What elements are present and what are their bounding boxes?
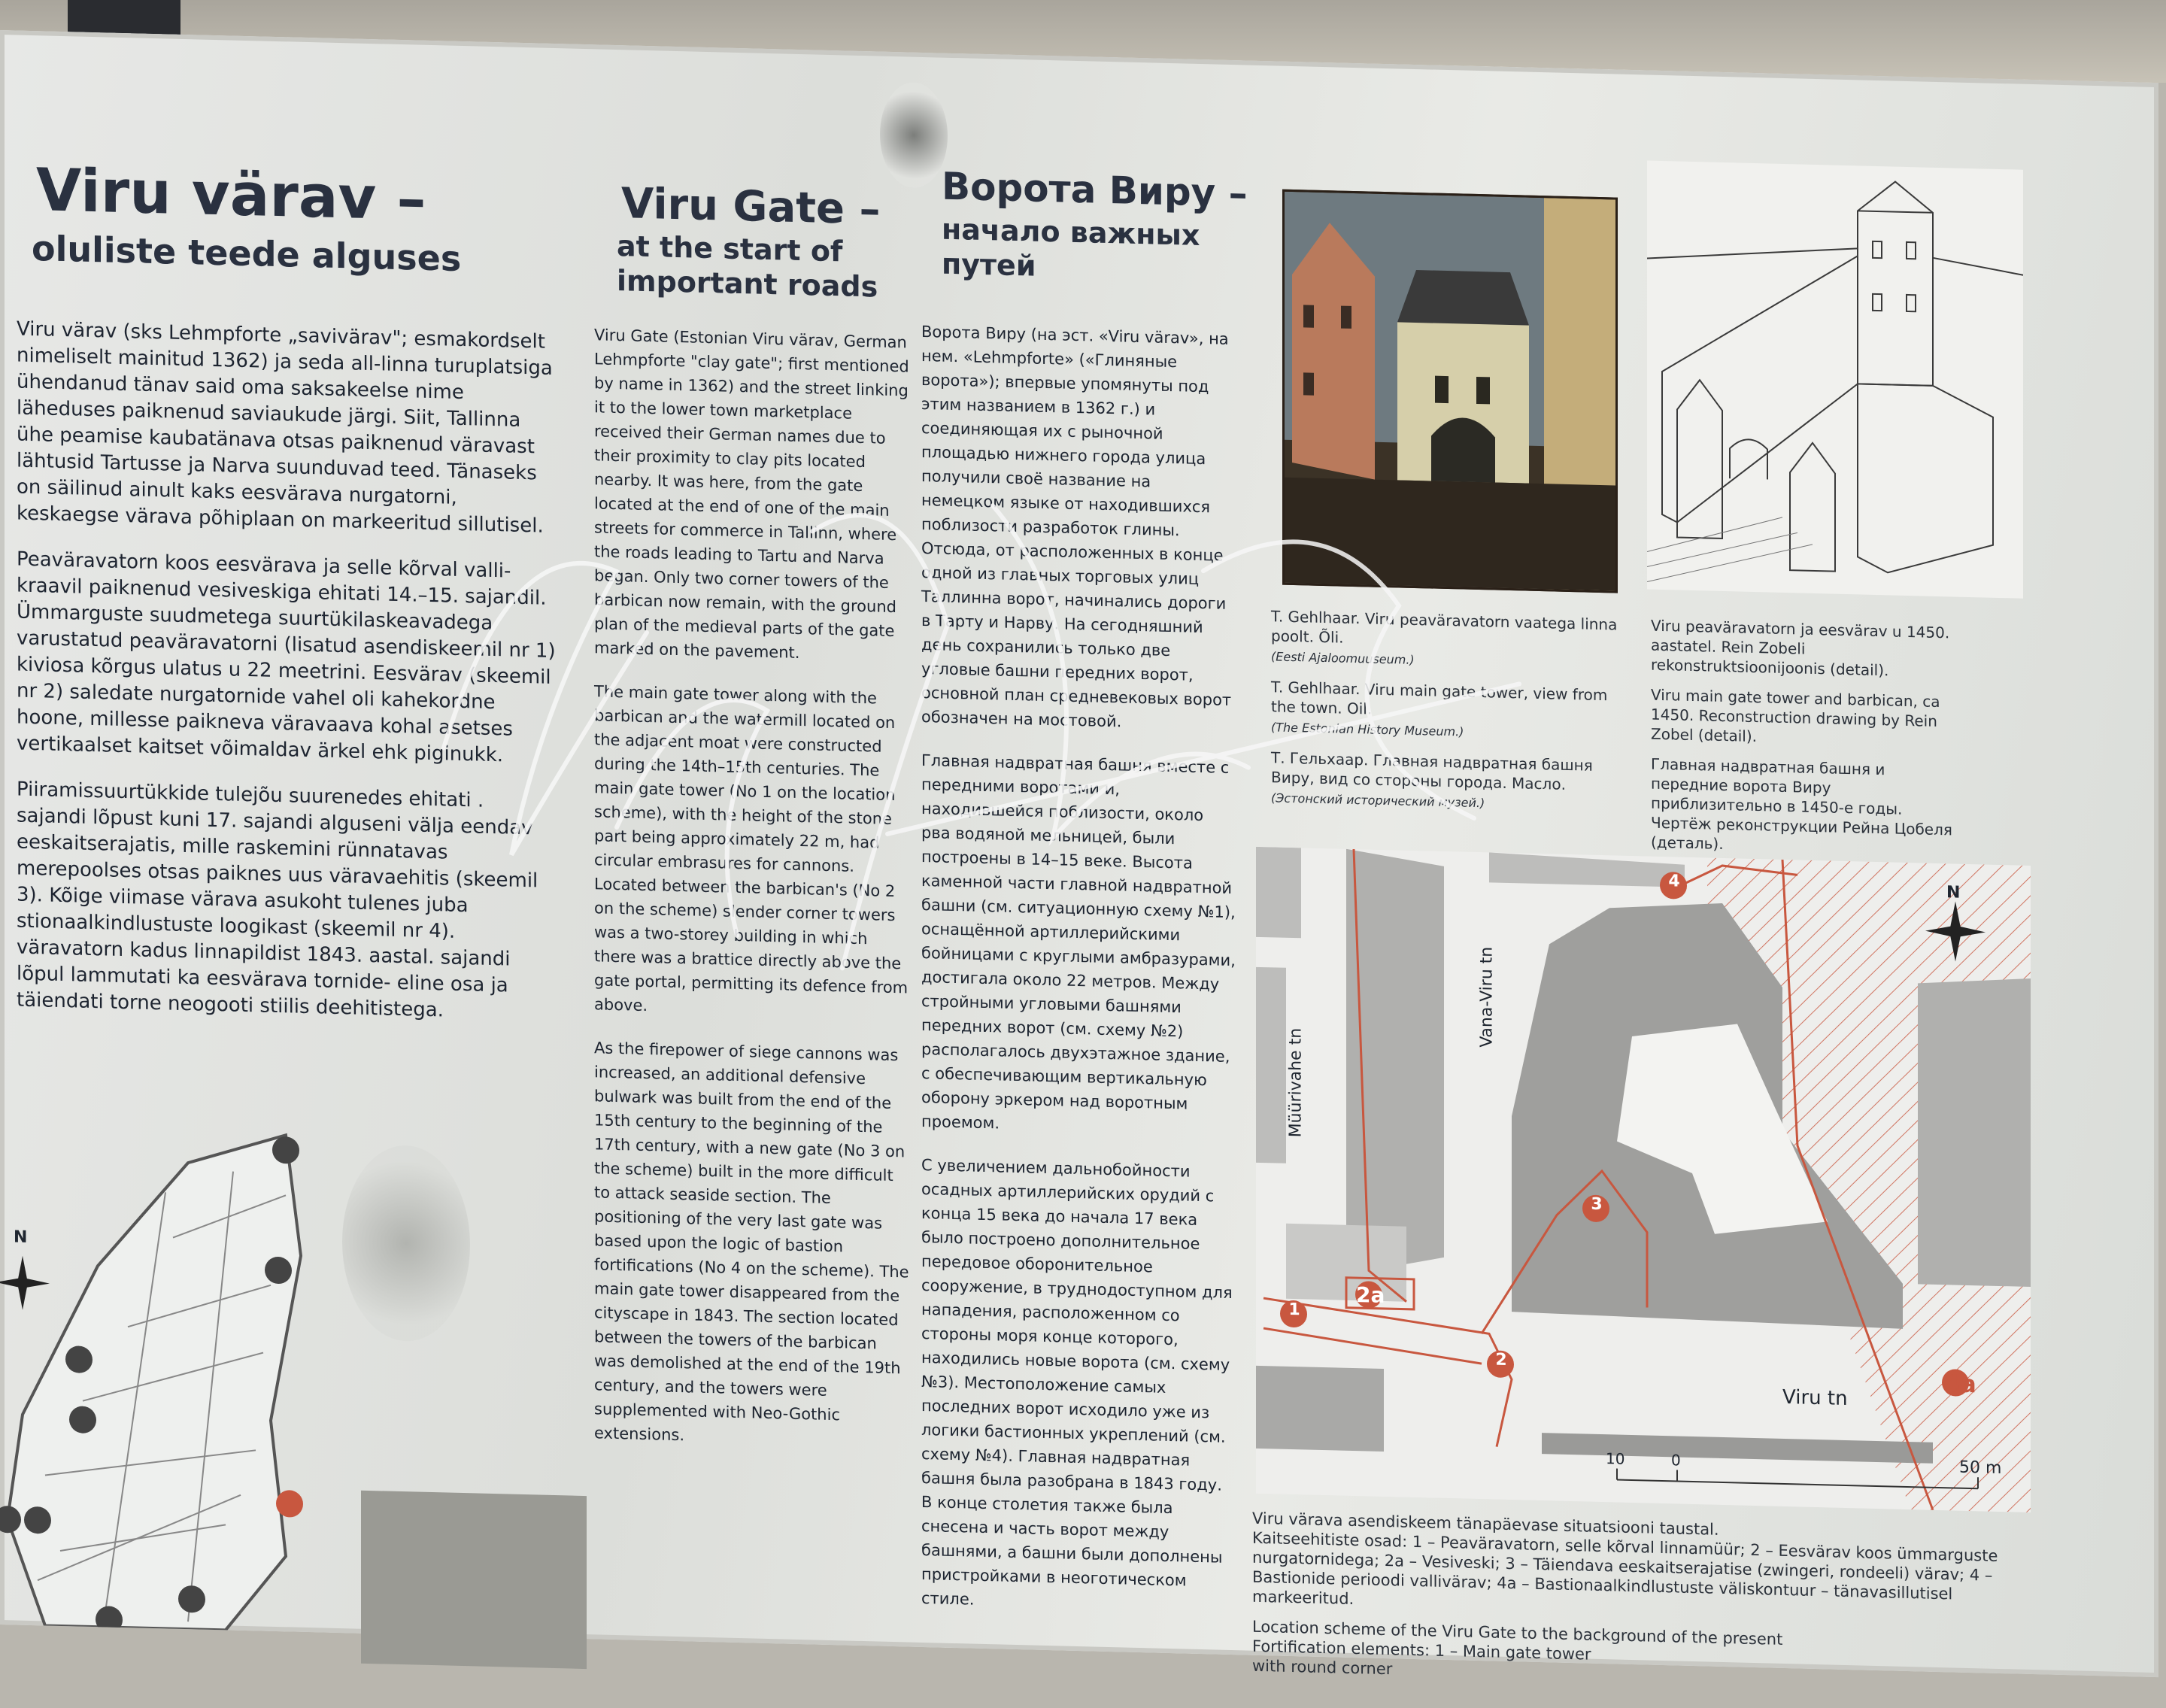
map-marker-3: 3: [1591, 1194, 1603, 1215]
caption-line: Т. Гельхаар. Главная надвратная башня Виру, вид со стороны города. Масло.: [1271, 748, 1593, 793]
street-label-vana-viru: Vana-Viru tn: [1477, 946, 1497, 1048]
map-marker-2a: 2a: [1356, 1282, 1385, 1309]
estonian-paragraph: Piiramissuurtükkide tulejõu suurenedes ehitati . sajandi lõpust kuni 17. sajandi alguseni välja eendav eeskaitserajatis, mille raskemini rünnatavas merepoolses otsas paiknes uus väravaehitis (skeemil 3). Kõige viimase värava asukoht tulenes juba stionaalkindlustuste loogikast (skeemil nr 4). väravatorn kadus linnapildist 1843. aastal. sajandi lõpul lammutati ka eesvärava tornide- eline osa ja täiendati torne neogooti stiilis deehitistega.: [17, 778, 538, 1022]
map-marker-4a: 4a: [1943, 1369, 1976, 1399]
drawing-image: [1647, 161, 2023, 599]
caption-museum: (Eesti Ajaloomuuseum.): [1271, 649, 1415, 667]
caption-line: Viru main gate tower and barbican, ca 1450. Reconstruction drawing by Rein Zobel (detail).: [1651, 685, 1940, 746]
caption-museum: (Эстонский исторический музей.): [1271, 790, 1485, 811]
map-marker-4: 4: [1668, 872, 1680, 891]
old-photo: [361, 1491, 587, 1669]
estonian-subtitle: oluliste teede alguses: [32, 228, 462, 279]
city-overview-map: [0, 1098, 323, 1633]
caption-line: Главная надвратная башня и передние ворота Виру приблизительно в 1450-е годы. Чертёж реконструкции Рейна Цобеля (деталь).: [1651, 754, 1952, 854]
map-caption-en: Location scheme of the Viru Gate to the background of the present Fortification elements: 1 – Main gate tower with round corner: [1252, 1617, 1783, 1679]
russian-subtitle: начало важных путей: [942, 212, 1200, 283]
map-caption: [1252, 1509, 2012, 1705]
russian-paragraph: Главная надвратная башня вместе с передними воротами и, находившейся поблизости, около рва водяной мельницей, были построены в 14–15 веке. Высота каменной части главной надвратной башни (см. ситуационную схему №1), оснащённой артиллерийскими бойницами с круглыми амбразурами, достигала около 22 метров. Между стройными угловыми башнями передних ворот (см. схему №2) располагалось двухэтажное здание, с обеспечивающим вертикальную оборону эркером над воротным проемом.: [921, 751, 1236, 1133]
english-paragraph: The main gate tower along with the barbican and the watermill located on the adjacent moat were constructed during the 14th–15th centuries. The main gate tower (No 1 on the location scheme), with the height of the stone part being approximately 22 m, had circular embrasures for cannons. Located between the barbican's (No 2 on the scheme) slender corner towers was a two-storey building in which there was a brattice directly above the gate portal, permitting its defence from above.: [594, 682, 909, 1015]
caption-line: Viru peaväravatorn ja eesvärav u 1450. aastatel. Rein Zobeli rekonstruktsioonijoonis (detail).: [1651, 616, 1950, 680]
russian-title: Ворота Виру –: [942, 164, 1248, 216]
graffiti-scribble: [421, 432, 1579, 1047]
map-caption-et: Viru värava asendiskeem tänapäevase situatsiooni taustal. Kaitseehitiste osad: 1 – Peaväravatorn, selle kõrval linnamüür; 2 – Eesvärav koos ümmarguste nurgatornidega; 2a – Vesiveski; 3 – Täiendava eeskaitserajatise (zwingeri, rondeeli) värav; 4 – Bastionide perioodi vallivärav; 4a – Bastionaalkindlustuste väliskontuur – tänavasillutisel markeeritud.: [1252, 1509, 1998, 1608]
caption-line: T. Gehlhaar. Viru main gate tower, view from the town. Oil.: [1271, 678, 1608, 718]
english-title: Viru Gate –: [621, 179, 881, 235]
weathering-stain: [880, 82, 948, 189]
estonian-paragraph: Peaväravatorn koos eesvärava ja selle kõrval valli- kraavil paiknenud vesiveskiga ehitati 14.–15. sajandil. Ümmarguste suudmetega suurtükilaskeavadega varustatud peaväravatorni (lisatud asendiskeemil nr 1) kiviosa kõrgus ulatus u 22 meetrini. Eesvärav (skeemil nr 2) saledate nurgatornide vahel oli kahekordne hoone, millesse paikneva väravaava kohal asetses vertikaalset kaitset võimaldav ärkel ehk piginukk.: [17, 548, 556, 767]
russian-paragraph: С увеличением дальнобойности осадных артиллерийских орудий с конца 15 века до начала 17 века было построено дополнительное передовое оборонительное сооружение, в труднодоступном для нападения, расположенном со стороны моря конце которого, находились новые ворота (см. схему №3). Местоположение самых последних ворот исходило уже из логики бастионных укреплений (см. схему №4). Главная надвратная башня была разобрана в 1843 году. В конце столетия также была снесена и часть ворот между башнями, а башни были дополнены пристройками в неоготическом стиле.: [921, 1155, 1233, 1609]
street-label-muurivahe: Müürivahe tn: [1286, 1027, 1306, 1138]
scale-label-0: 0: [1671, 1451, 1681, 1470]
drawing-caption: [1651, 616, 1967, 870]
english-paragraph: Viru Gate (Estonian Viru värav, German Lehmpforte "clay gate"; first mentioned by name in 1362) and the street linking it to the lower town marketplace received their German names due to their proximity to clay pits located nearby. It was here, from the gate located at the end of one of the main streets for commerce in Tallinn, where the roads leading to Tartu and Narva began. Only two corner towers of the barbican now remain, with the ground plan of the medieval parts of the gate marked on the pavement.: [594, 326, 909, 662]
english-subtitle: at the start of important roads: [617, 229, 878, 304]
map-marker-1: 1: [1288, 1300, 1300, 1320]
scale-label-50m: 50 m: [1959, 1458, 2002, 1479]
north-label: N: [1946, 883, 1961, 903]
caption-museum: (The Estonian History Museum.): [1271, 720, 1464, 739]
reconstruction-drawing: [1647, 161, 2023, 599]
estonian-paragraph: Viru värav (sks Lehmpforte „savivärav"; esmakordselt nimeliselt mainitud 1362) ja seda all-linna turuplatsiga ühendanud tänav said oma saksakeelse nime läheduses paiknenud saviaukude järgi. Siit, Tallinna ühe peamise kaubatänava otsas paiknenud väravast lähtusid Tartusse ja Narva suunduvad teed. Tänaseks on säilinud ainult kaks eesvärava nurgatorni, keskaegse värava põhiplaan on markeeritud sillutisel.: [17, 317, 553, 538]
city-map-north-label: N: [14, 1227, 28, 1247]
russian-paragraph: Ворота Виру (на эст. «Viru värav», на нем. «Lehmpforte» («Глиняные ворота»); впервые упомянуты под этим названием в 1362 г.) и соединяющая их с рыночной площадью нижнего города улица получили своё название на немецком языке от находившихся поблизости разработок глины. Отсюда, от расположенных в конце одной из главных торговых улиц Таллинна ворот, начинались дороги в Тарту и Нарву. На сегодняшний день сохранились только две угловые башни передних ворот, основной план средневековых ворот обозначен на мостовой.: [921, 322, 1232, 731]
english-paragraph: As the firepower of siege cannons was increased, an additional defensive bulwark was built from the end of the 15th century to the beginning of the 17th century, with a new gate (No 3 on the scheme) built in the more difficult to attack seaside section. The positioning of the very last gate was based upon the logic of bastion fortifications (No 4 on the scheme). The main gate tower disappeared from the cityscape in 1843. The section located between the towers of the barbican was demolished at the end of the 19th century, and the towers were supplemented with Neo-Gothic extensions.: [594, 1039, 909, 1445]
caption-line: T. Gehlhaar. Viru peaväravatorn vaatega linna poolt. Õli.: [1271, 607, 1618, 647]
weathering-stain: [342, 1144, 470, 1342]
city-map-drawing: [0, 1098, 323, 1633]
map-marker-2: 2: [1495, 1350, 1507, 1370]
scale-label-10: 10: [1606, 1449, 1625, 1468]
information-board: [0, 30, 2158, 1677]
estonian-title: Viru värav –: [36, 156, 426, 234]
street-label-viru: Viru tn: [1782, 1385, 1848, 1411]
